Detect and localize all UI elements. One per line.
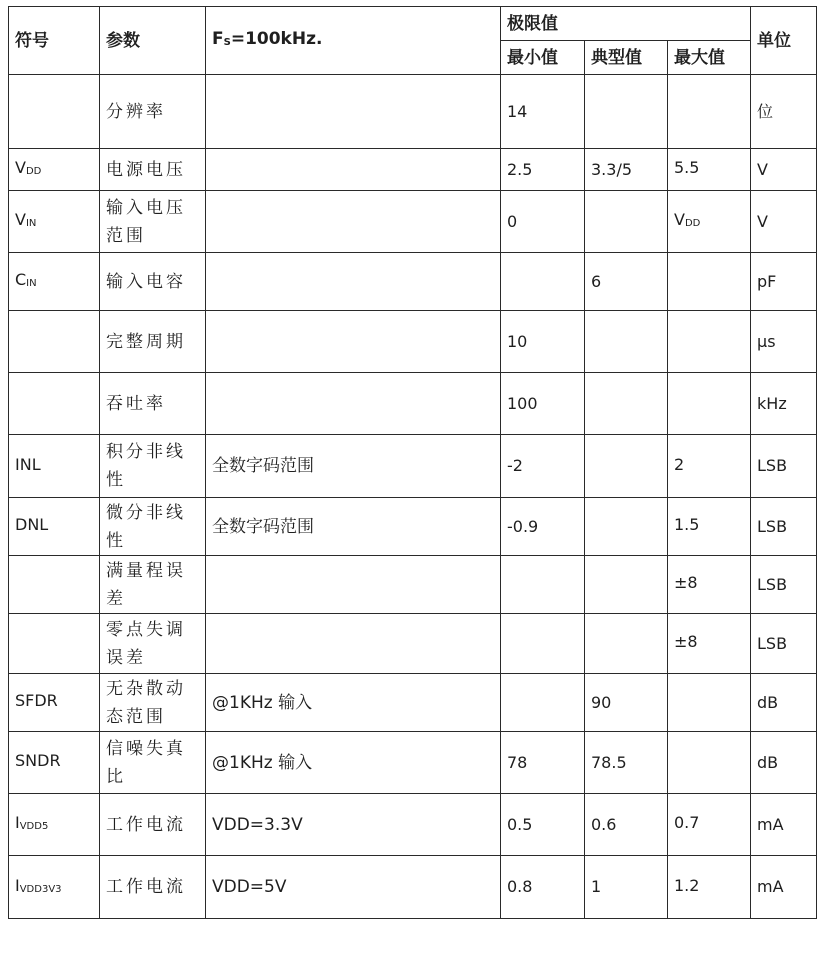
adc-spec-table xyxy=(8,6,817,919)
min-cell xyxy=(501,674,585,732)
condition-cell xyxy=(206,311,501,373)
condition-cell xyxy=(206,149,501,191)
header-typ: 典型值 xyxy=(585,41,668,75)
param-cell: 吞吐率 xyxy=(100,373,206,435)
typ-cell: 3.3/5 xyxy=(585,149,668,191)
typ-cell: 90 xyxy=(585,674,668,732)
min-cell: -0.9 xyxy=(501,498,585,556)
header-limit: 极限值 xyxy=(501,7,751,41)
max-cell xyxy=(668,75,751,149)
max-cell: 1.5 xyxy=(668,498,751,556)
header-max: 最大值 xyxy=(668,41,751,75)
max-cell: 2 xyxy=(668,435,751,498)
min-cell xyxy=(501,556,585,614)
unit-cell: kHz xyxy=(751,373,817,435)
symbol-cell xyxy=(9,614,100,674)
symbol-cell: CIN xyxy=(9,253,100,311)
param-cell: 完整周期 xyxy=(100,311,206,373)
symbol-cell xyxy=(9,556,100,614)
min-cell: 78 xyxy=(501,732,585,794)
symbol-cell: IVDD5 xyxy=(9,794,100,856)
header-param: 参数 xyxy=(100,7,206,75)
unit-cell: μs xyxy=(751,311,817,373)
table-row xyxy=(9,674,817,732)
table-row xyxy=(9,191,817,253)
unit-cell: V xyxy=(751,149,817,191)
param-cell: 微分非线性 xyxy=(100,498,206,556)
condition-cell xyxy=(206,556,501,614)
typ-cell xyxy=(585,556,668,614)
param-cell: 信噪失真比 xyxy=(100,732,206,794)
condition-cell: @1KHz 输入 xyxy=(206,674,501,732)
param-cell: 积分非线性 xyxy=(100,435,206,498)
table-row xyxy=(9,614,817,674)
param-cell: 零点失调误差 xyxy=(100,614,206,674)
min-cell: 0 xyxy=(501,191,585,253)
symbol-cell: INL xyxy=(9,435,100,498)
param-cell: 电源电压 xyxy=(100,149,206,191)
param-cell: 工作电流 xyxy=(100,794,206,856)
typ-cell: 6 xyxy=(585,253,668,311)
typ-cell xyxy=(585,311,668,373)
param-cell: 工作电流 xyxy=(100,856,206,919)
symbol-cell xyxy=(9,311,100,373)
table-row xyxy=(9,794,817,856)
max-cell: 5.5 xyxy=(668,149,751,191)
condition-cell xyxy=(206,614,501,674)
unit-cell: mA xyxy=(751,856,817,919)
min-cell: 2.5 xyxy=(501,149,585,191)
param-cell: 输入电容 xyxy=(100,253,206,311)
param-cell: 满量程误差 xyxy=(100,556,206,614)
typ-cell xyxy=(585,498,668,556)
max-cell: 0.7 xyxy=(668,794,751,856)
condition-cell xyxy=(206,373,501,435)
unit-cell: LSB xyxy=(751,614,817,674)
max-cell xyxy=(668,311,751,373)
condition-cell xyxy=(206,253,501,311)
table-row xyxy=(9,149,817,191)
max-cell: 1.2 xyxy=(668,856,751,919)
unit-cell: LSB xyxy=(751,435,817,498)
unit-cell: LSB xyxy=(751,556,817,614)
param-cell: 无杂散动态范围 xyxy=(100,674,206,732)
max-cell: ±8 xyxy=(668,614,751,674)
unit-cell: 位 xyxy=(751,75,817,149)
typ-cell xyxy=(585,191,668,253)
symbol-cell: IVDD3V3 xyxy=(9,856,100,919)
typ-cell xyxy=(585,614,668,674)
table-row xyxy=(9,435,817,498)
header-condition: FS=100kHz. xyxy=(206,7,501,75)
min-cell: 0.8 xyxy=(501,856,585,919)
min-cell: 10 xyxy=(501,311,585,373)
typ-cell: 0.6 xyxy=(585,794,668,856)
table-row xyxy=(9,373,817,435)
min-cell xyxy=(501,253,585,311)
unit-cell: pF xyxy=(751,253,817,311)
table-row xyxy=(9,732,817,794)
min-cell: -2 xyxy=(501,435,585,498)
max-cell: ±8 xyxy=(668,556,751,614)
symbol-cell: SFDR xyxy=(9,674,100,732)
max-cell xyxy=(668,373,751,435)
table-row xyxy=(9,498,817,556)
min-cell: 0.5 xyxy=(501,794,585,856)
typ-cell: 78.5 xyxy=(585,732,668,794)
unit-cell: dB xyxy=(751,732,817,794)
table-row xyxy=(9,311,817,373)
max-cell xyxy=(668,674,751,732)
condition-cell xyxy=(206,75,501,149)
symbol-cell xyxy=(9,373,100,435)
unit-cell: dB xyxy=(751,674,817,732)
table-row xyxy=(9,556,817,614)
param-cell: 分辨率 xyxy=(100,75,206,149)
max-cell xyxy=(668,732,751,794)
min-cell: 14 xyxy=(501,75,585,149)
unit-cell: mA xyxy=(751,794,817,856)
condition-cell: VDD=3.3V xyxy=(206,794,501,856)
symbol-cell: VDD xyxy=(9,149,100,191)
unit-cell: V xyxy=(751,191,817,253)
table-row xyxy=(9,856,817,919)
condition-cell: VDD=5V xyxy=(206,856,501,919)
symbol-cell: SNDR xyxy=(9,732,100,794)
condition-cell: 全数字码范围 xyxy=(206,498,501,556)
header-min: 最小值 xyxy=(501,41,585,75)
header-unit: 单位 xyxy=(751,7,817,75)
condition-cell: @1KHz 输入 xyxy=(206,732,501,794)
param-cell: 输入电压范围 xyxy=(100,191,206,253)
typ-cell xyxy=(585,373,668,435)
condition-cell: 全数字码范围 xyxy=(206,435,501,498)
max-cell: VDD xyxy=(668,191,751,253)
condition-cell xyxy=(206,191,501,253)
typ-cell xyxy=(585,75,668,149)
symbol-cell: DNL xyxy=(9,498,100,556)
symbol-cell xyxy=(9,75,100,149)
min-cell: 100 xyxy=(501,373,585,435)
header-symbol: 符号 xyxy=(9,7,100,75)
typ-cell: 1 xyxy=(585,856,668,919)
symbol-cell: VIN xyxy=(9,191,100,253)
unit-cell: LSB xyxy=(751,498,817,556)
min-cell xyxy=(501,614,585,674)
table-row xyxy=(9,253,817,311)
max-cell xyxy=(668,253,751,311)
header-row-top xyxy=(9,7,817,41)
typ-cell xyxy=(585,435,668,498)
table-row xyxy=(9,75,817,149)
